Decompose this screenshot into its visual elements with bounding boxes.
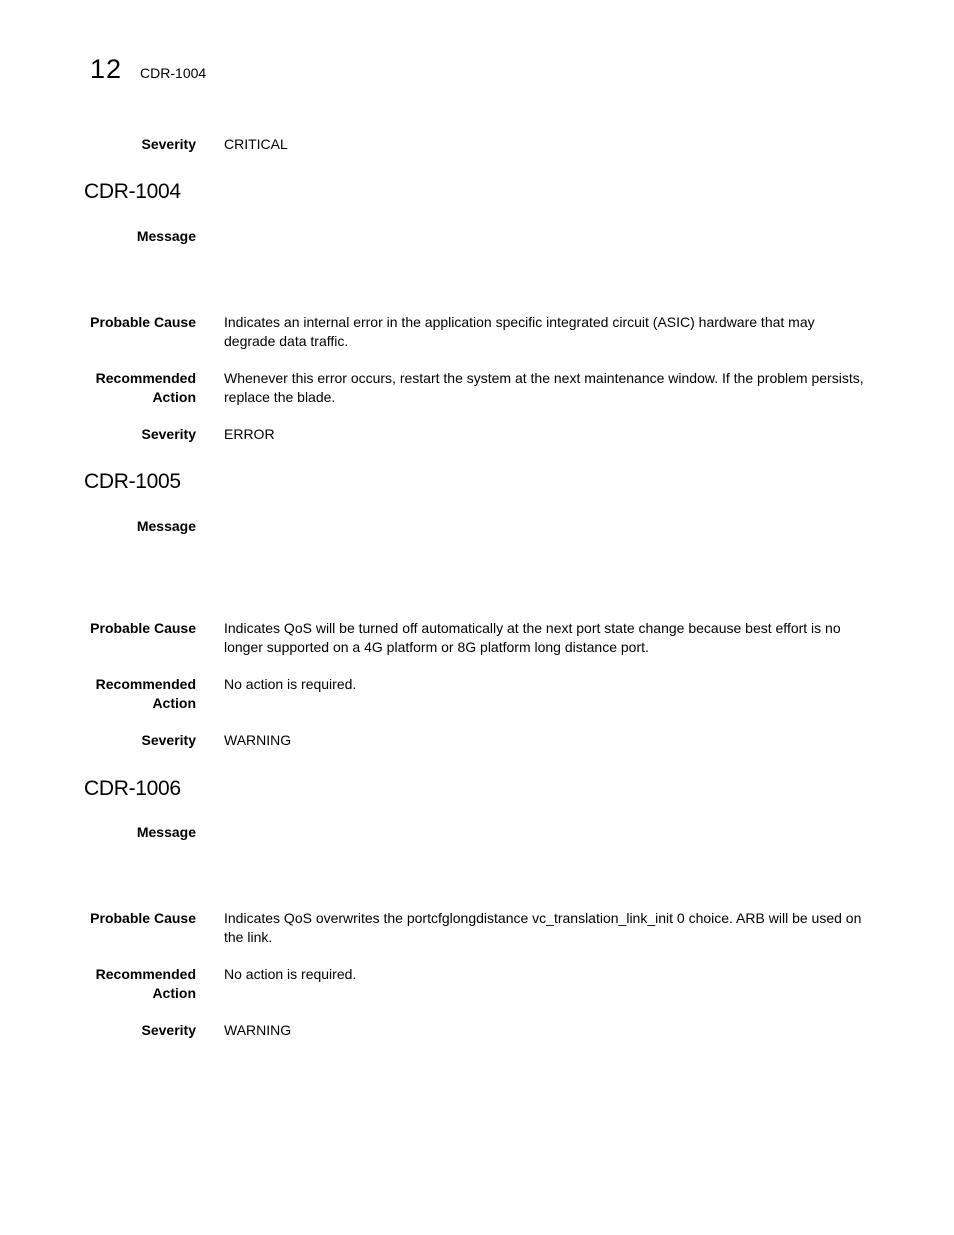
section-title-cdr-1005: CDR-1005 [84, 470, 181, 493]
recommended-action-label: Recommended Action [95, 676, 196, 711]
severity-value: WARNING [224, 732, 292, 748]
section-title-cdr-1006: CDR-1006 [84, 777, 181, 800]
severity-value: WARNING [224, 1022, 292, 1038]
probable-cause-value: Indicates QoS will be turned off automatically at the next port state change because best effort is no longer supported on a 4G platform or 8G platform long distance port. [224, 620, 841, 655]
recommended-action-value: No action is required. [224, 676, 357, 692]
message-label: Message [136, 228, 196, 244]
probable-cause-value: Indicates an internal error in the application specific integrated circuit (ASIC) hardware that may degrade data traffic. [224, 314, 815, 349]
probable-cause-label: Probable Cause [90, 910, 196, 926]
probable-cause-value: Indicates QoS overwrites the portcfglongdistance vc_translation_link_init 0 choice. ARB will be used on the link. [224, 910, 862, 945]
recommended-action-value: Whenever this error occurs, restart the system at the next maintenance window. If the problem persists, replace the blade. [224, 370, 864, 405]
message-label: Message [136, 824, 196, 840]
running-header-title: CDR-1004 [140, 65, 207, 81]
severity-label: Severity [141, 136, 196, 152]
probable-cause-label: Probable Cause [90, 314, 196, 330]
section-title-cdr-1004: CDR-1004 [84, 180, 181, 203]
severity-label: Severity [141, 426, 196, 442]
chapter-number: 12 [90, 54, 123, 84]
recommended-action-label: Recommended Action [95, 966, 196, 1001]
severity-label: Severity [141, 732, 196, 748]
severity-value: CRITICAL [224, 136, 288, 152]
severity-label: Severity [141, 1022, 196, 1038]
recommended-action-label: Recommended Action [95, 370, 196, 405]
severity-value: ERROR [224, 426, 275, 442]
probable-cause-label: Probable Cause [90, 620, 196, 636]
recommended-action-value: No action is required. [224, 966, 357, 982]
page-header [90, 54, 206, 85]
message-label: Message [136, 518, 196, 534]
